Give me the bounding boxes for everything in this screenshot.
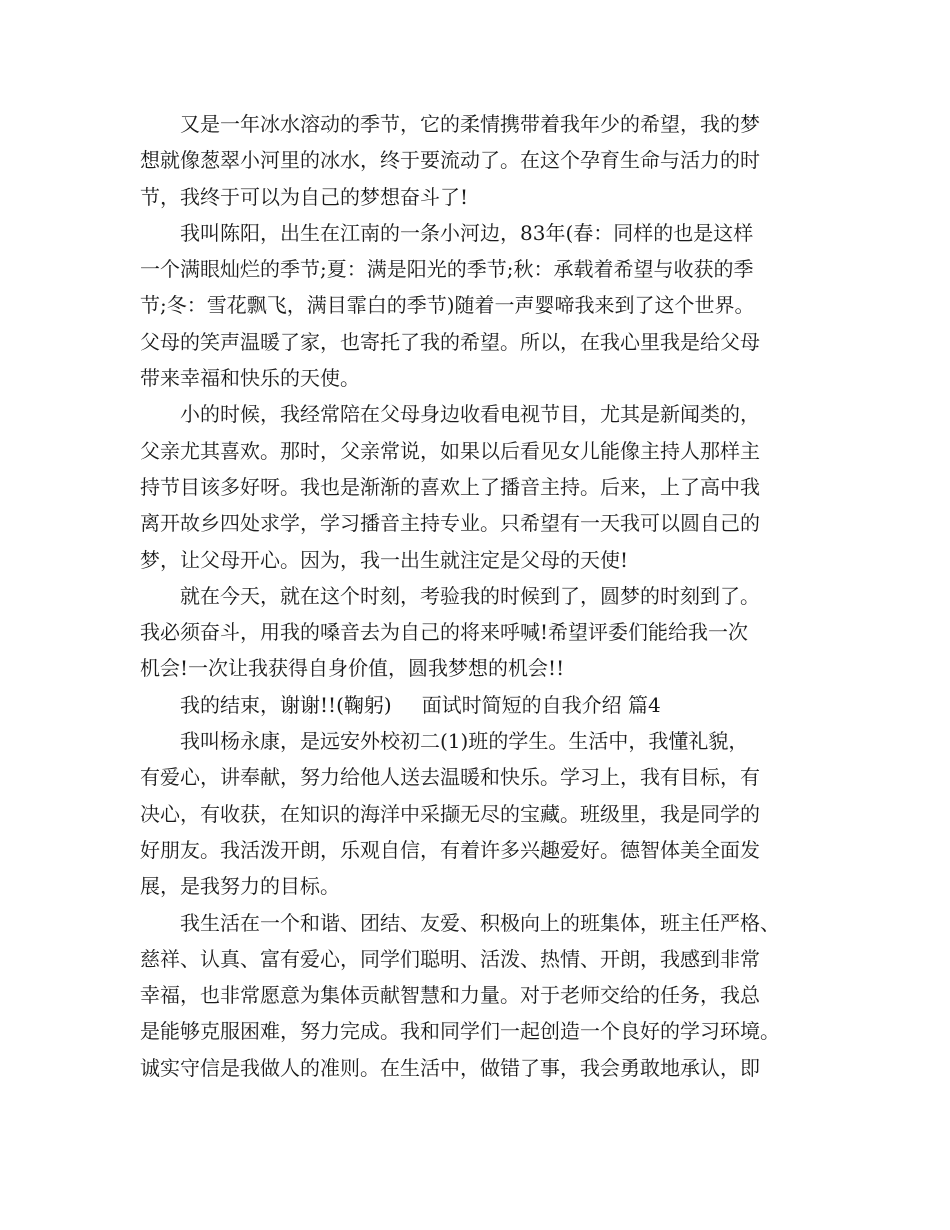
text-line: 节，我终于可以为自己的梦想奋斗了! bbox=[140, 184, 469, 209]
text-line: 父亲尤其喜欢。那时，父亲常说，如果以后看见女儿能像主持人那样主 bbox=[140, 438, 760, 463]
closing-line bbox=[140, 687, 820, 723]
text-line: 是能够克服困难，努力完成。我和同学们一起创造一个良好的学习环境。 bbox=[140, 1019, 780, 1044]
text-line: 一个满眼灿烂的季节;夏：满是阳光的季节;秋：承载着希望与收获的季 bbox=[140, 257, 754, 282]
text-line: 诚实守信是我做人的准则。在生活中，做错了事，我会勇敢地承认，即 bbox=[140, 1055, 760, 1080]
text-line: 父母的笑声温暖了家，也寄托了我的希望。所以，在我心里我是给父母 bbox=[140, 329, 760, 354]
text-line: 我必须奋斗，用我的嗓音去为自己的将来呼喊!希望评委们能给我一次 bbox=[140, 620, 749, 645]
text-line: 又是一年冰水溶动的季节，它的柔情携带着我年少的希望，我的梦 bbox=[180, 112, 760, 136]
text-line: 想就像葱翠小河里的冰水，终于要流动了。在这个孕育生命与活力的时 bbox=[140, 148, 760, 173]
text-line: 梦，让父母开心。因为，我一出生就注定是父母的天使! bbox=[140, 547, 629, 572]
text-line: 我叫陈阳，出生在江南的一条小河边，83年(春：同样的也是这样 bbox=[180, 220, 754, 245]
text-line: 带来幸福和快乐的天使。 bbox=[140, 366, 360, 391]
text-line: 节;冬：雪花飘飞，满目霏白的季节)随着一声婴啼我来到了这个世界。 bbox=[140, 293, 755, 318]
section-heading: 面试时简短的自我介绍 篇4 bbox=[421, 692, 661, 717]
text-line: 有爱心，讲奉献，努力给他人送去温暖和快乐。学习上，我有目标，有 bbox=[140, 765, 760, 790]
text-line: 幸福，也非常愿意为集体贡献智慧和力量。对于老师交给的任务，我总 bbox=[140, 983, 760, 1008]
text-line: 我叫杨永康，是远安外校初二(1)班的学生。生活中，我懂礼貌， bbox=[180, 729, 749, 754]
text-line: 持节目该多好呀。我也是渐渐的喜欢上了播音主持。后来，上了高中我 bbox=[140, 474, 760, 499]
closing-text: 我的结束，谢谢!!(鞠躬) bbox=[180, 692, 392, 717]
body-text bbox=[140, 106, 820, 1086]
text-line: 就在今天，就在这个时刻，考验我的时候到了，圆梦的时刻到了。 bbox=[180, 583, 760, 608]
text-line: 机会!一次让我获得自身价值，圆我梦想的机会!! bbox=[140, 656, 565, 681]
text-line: 展，是我努力的目标。 bbox=[140, 874, 340, 899]
text-line: 我生活在一个和谐、团结、友爱、积极向上的班集体，班主任严格、 bbox=[180, 910, 780, 935]
text-line: 好朋友。我活泼开朗，乐观自信，有着许多兴趣爱好。德智体美全面发 bbox=[140, 837, 760, 862]
text-line: 慈祥、认真、富有爱心，同学们聪明、活泼、热情、开朗，我感到非常 bbox=[140, 946, 760, 971]
text-line: 决心，有收获，在知识的海洋中采撷无尽的宝藏。班级里，我是同学的 bbox=[140, 801, 760, 826]
text-line: 离开故乡四处求学，学习播音主持专业。只希望有一天我可以圆自己的 bbox=[140, 511, 760, 536]
text-line: 小的时候，我经常陪在父母身边收看电视节目，尤其是新闻类的， bbox=[180, 402, 760, 427]
